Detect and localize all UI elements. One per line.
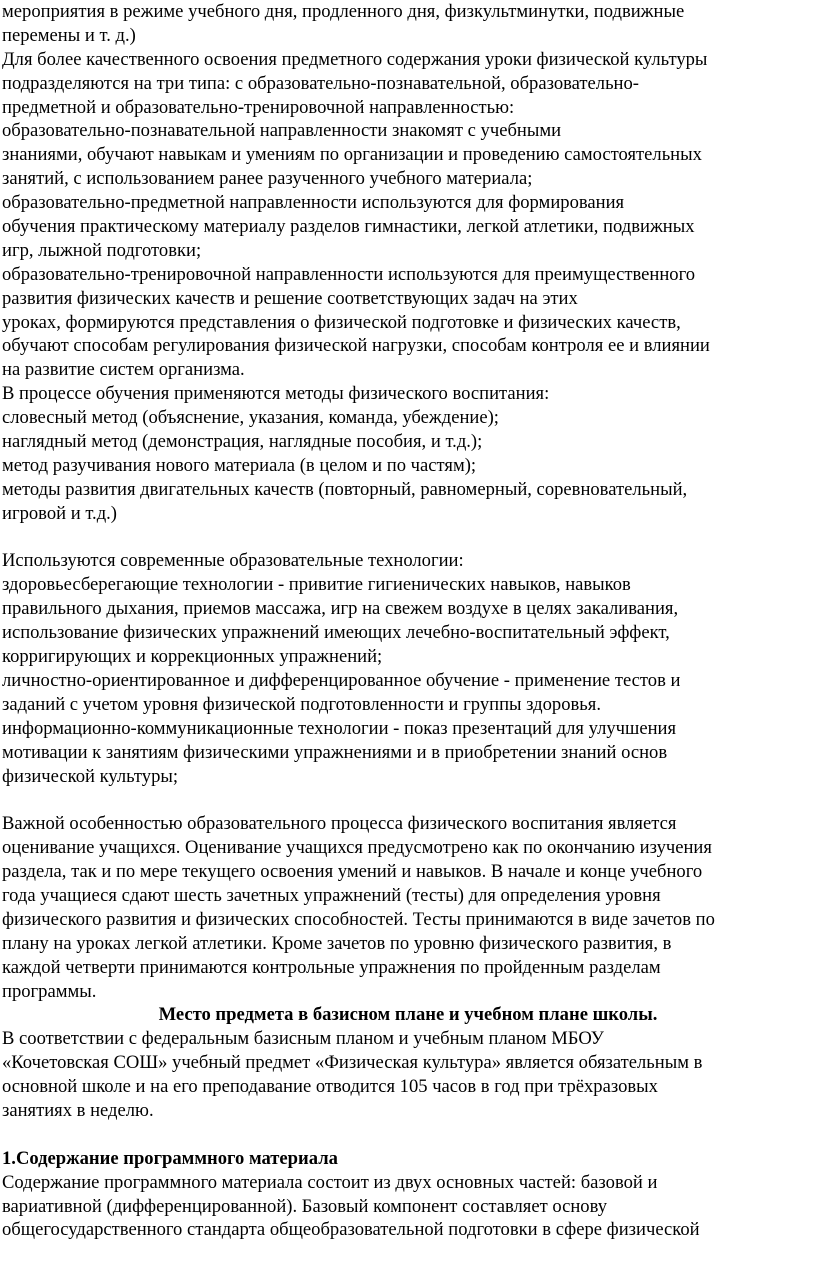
text-line: года учащиеся сдают шесть зачетных упражнений (тесты) для определения уровня (2, 884, 661, 906)
text-line: знаниями, обучают навыкам и умениям по организации и проведению самостоятельных (2, 144, 702, 166)
text-line: физической культуры; (2, 765, 179, 787)
text-line: занятий, с использованием ранее разученного учебного материала; (2, 168, 533, 190)
text-line: информационно-коммуникационные технологии - показ презентаций для улучшения (2, 717, 677, 739)
section-heading-place: Место предмета в базисном плане и учебном плане школы. (158, 1004, 658, 1026)
text-line: мероприятия в режиме учебного дня, продленного дня, физкультминутки, подвижные (2, 1, 685, 22)
content-section (0, 1147, 816, 1243)
text-line: «Кочетовская СОШ» учебный предмет «Физическая культура» является обязательным в (2, 1052, 703, 1074)
text-line: правильного дыхания, приемов массажа, игр на свежем воздухе в целях закаливания, (2, 598, 679, 620)
technologies-section (0, 549, 816, 788)
text-line: корригирующих и коррекционных упражнений; (2, 646, 383, 668)
text-line: каждой четверти принимаются контрольные упражнения по пройденным разделам (2, 956, 661, 978)
text-line: образовательно-тренировочной направленности используются для преимущественного (2, 263, 696, 285)
text-line: образовательно-познавательной направленности знакомят с учебными (2, 120, 562, 142)
text-line: метод разучивания нового материала (в целом и по частям); (2, 454, 477, 476)
text-line: образовательно-предметной направленности используются для формирования (2, 192, 625, 214)
text-line: перемены и т. д.) (2, 24, 136, 46)
text-line: игровой и т.д.) (2, 502, 117, 524)
text-line: основной школе и на его преподавание отводится 105 часов в год при трёхразовых (2, 1076, 658, 1098)
text-line: здоровьесберегающие технологии - привитие гигиенических навыков, навыков (2, 574, 631, 596)
text-line: занятиях в неделю. (2, 1099, 154, 1121)
text-line: подразделяются на три типа: с образовательно-познавательной, образовательно- (2, 72, 639, 94)
text-line: развития физических качеств и решение соответствующих задач на этих (2, 287, 578, 309)
text-line: методы развития двигательных качеств (повторный, равномерный, соревновательный, (2, 478, 688, 500)
text-line: раздела, так и по мере текущего освоения умений и навыков. В начале и конце учебного (2, 861, 703, 883)
text-line: Содержание программного материала состоит из двух основных частей: базовой и (2, 1171, 658, 1193)
text-line: плану на уроках легкой атлетики. Кроме зачетов по уровню физического развития, в (2, 932, 672, 954)
text-line: на развитие систем организма. (2, 359, 245, 381)
text-line: уроках, формируются представления о физической подготовке и физических качеств, (2, 311, 681, 333)
text-line: мотивации к занятиям физическими упражнениями и в приобретении знаний основ (2, 741, 668, 763)
text-line: словесный метод (объяснение, указания, команда, убеждение); (2, 407, 499, 429)
text-line: В соответствии с федеральным базисным планом и учебным планом МБОУ (2, 1028, 604, 1050)
assessment-section (0, 812, 816, 1003)
text-line: физического развития и физических способностей. Тесты принимаются в виде зачетов по (2, 908, 715, 930)
section-heading-content: 1.Содержание программного материала (2, 1147, 338, 1169)
text-line: обучения практическому материалу разделов гимнастики, легкой атлетики, подвижных (2, 216, 695, 238)
text-line: общегосударственного стандарта общеобразовательной подготовки в сфере физической (2, 1219, 700, 1241)
text-line: предметной и образовательно-тренировочной направленностью: (2, 96, 515, 118)
place-section (0, 1003, 816, 1122)
text-line: В процессе обучения применяются методы физического воспитания: (2, 383, 550, 405)
paragraph-spacer (0, 788, 816, 812)
text-line: наглядный метод (демонстрация, наглядные пособия, и т.д.); (2, 431, 483, 453)
text-line: Важной особенностью образовательного процесса физического воспитания является (2, 813, 677, 835)
text-line: личностно-ориентированное и дифференцированное обучение - применение тестов и (2, 669, 681, 691)
text-line: Для более качественного освоения предметного содержания уроки физической культуры (2, 48, 708, 70)
paragraph-spacer (0, 1123, 816, 1147)
text-line: использование физических упражнений имеющих лечебно-воспитательный эффект, (2, 622, 670, 644)
text-line: программы. (2, 980, 97, 1002)
text-line: заданий с учетом уровня физической подготовленности и группы здоровья. (2, 693, 601, 715)
text-line: оценивание учащихся. Оценивание учащихся предусмотрено как по окончанию изучения (2, 837, 712, 859)
text-line: игр, лыжной подготовки; (2, 239, 202, 261)
text-line: обучают способам регулирования физической нагрузки, способам контроля ее и влиянии (2, 335, 710, 357)
intro-section (0, 0, 816, 526)
paragraph-spacer (0, 526, 816, 550)
text-line: Используются современные образовательные технологии: (2, 550, 464, 572)
text-line: вариативной (дифференцированной). Базовый компонент составляет основу (2, 1195, 608, 1217)
